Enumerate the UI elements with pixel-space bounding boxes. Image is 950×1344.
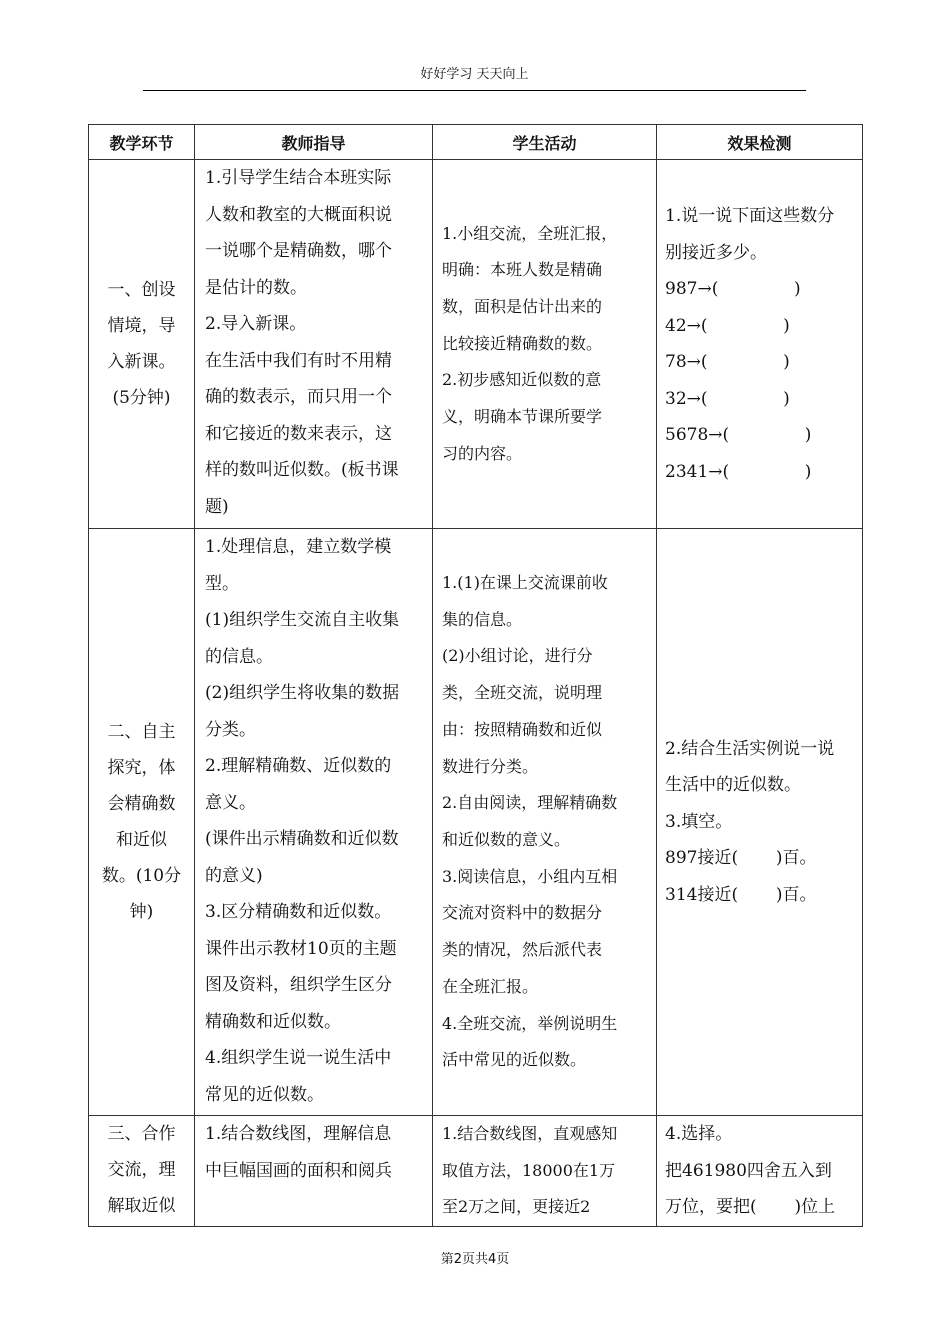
- cell-text-line: 和它接近的数来表示，这: [205, 423, 392, 444]
- cell-text-line: 交流对资料中的数据分: [442, 903, 603, 923]
- cell-text-line: 确的数表示，而只用一个: [205, 387, 392, 407]
- cell-text-line: 解取近似: [107, 1196, 176, 1216]
- cell-text-line: 交流，理: [107, 1160, 176, 1180]
- cell-text-line: 人数和教室的大概面积说: [205, 204, 392, 225]
- cell-text-line: 分类。: [205, 719, 256, 740]
- cell-text-line: 2.自由阅读，理解精确数: [442, 793, 618, 813]
- cell-text-line: 314接近( )百。: [665, 884, 817, 905]
- cell-text-line: 的信息。: [205, 646, 273, 667]
- student-cell: [433, 160, 657, 529]
- cell-text-line: 生活中的近似数。: [665, 775, 801, 796]
- page-footer: 第2页共4页: [440, 1252, 510, 1267]
- cell-text-line: (2)小组讨论，进行分: [442, 646, 593, 666]
- cell-text-line: 1.结合数线图，理解信息: [205, 1124, 392, 1144]
- col-header-effect: 效果检测: [657, 125, 863, 160]
- stage-cell: [89, 529, 195, 1116]
- cell-text-line: 数。(10分: [101, 866, 182, 886]
- cell-text-line: 入新课。: [107, 352, 176, 372]
- cell-text-line: 图及资料，组织学生区分: [205, 975, 392, 995]
- cell-text-line: 1.小组交流，全班汇报，: [442, 223, 618, 243]
- col-header-student: 学生活动: [433, 125, 657, 160]
- cell-text-line: 会精确数: [107, 794, 176, 814]
- cell-text-line: 是估计的数。: [205, 277, 307, 298]
- effect-cell: [657, 529, 863, 1116]
- cell-text-line: 2.导入新课。: [205, 314, 307, 334]
- cell-text-line: 习的内容。: [442, 443, 523, 463]
- cell-text-line: 3.阅读信息，小组内互相: [442, 866, 618, 886]
- cell-text-line: (2)组织学生将收集的数据: [205, 683, 400, 703]
- cell-text-line: 在全班汇报。: [442, 976, 539, 996]
- cell-text-line: (1)组织学生交流自主收集: [205, 610, 400, 630]
- cell-text-line: 比较接近精确数的数。: [442, 333, 603, 353]
- cell-text-line: 至2万之间，更接近2: [442, 1197, 591, 1217]
- cell-text-line: 1.引导学生结合本班实际: [205, 168, 392, 188]
- cell-text-line: 3.区分精确数和近似数。: [205, 902, 392, 922]
- teacher-cell: [195, 529, 433, 1116]
- cell-text-line: 2.结合生活实例说一说: [665, 738, 835, 759]
- cell-text-line: 集的信息。: [442, 609, 523, 629]
- col-header-stage: 教学环节: [89, 125, 195, 160]
- cell-text-line: (课件出示精确数和近似数: [205, 829, 399, 849]
- cell-text-line: 意义。: [205, 792, 256, 813]
- teacher-cell: [195, 160, 433, 529]
- cell-text-line: 2.理解精确数、近似数的: [205, 756, 392, 776]
- cell-text-line: 5678→( ): [665, 425, 812, 445]
- cell-text-line: 的意义): [205, 865, 263, 886]
- cell-text-line: 明确：本班人数是精确: [442, 260, 603, 280]
- table-header-row: [89, 125, 863, 160]
- cell-text-line: 二、自主: [107, 722, 176, 742]
- cell-text-line: 样的数叫近似数。(板书课: [205, 460, 399, 480]
- cell-text-line: 897接近( )百。: [665, 848, 817, 869]
- cell-text-line: 由：按照精确数和近似: [442, 719, 603, 739]
- cell-text-line: 万位，要把( )位上: [665, 1197, 836, 1217]
- cell-text-line: 钟): [129, 902, 154, 922]
- cell-text-line: 在生活中我们有时不用精: [205, 350, 392, 371]
- cell-text-line: 一说哪个是精确数，哪个: [205, 241, 392, 261]
- table-row: [89, 529, 863, 1116]
- cell-text-line: 三、合作: [107, 1124, 176, 1144]
- cell-text-line: 别接近多少。: [665, 242, 767, 263]
- cell-text-line: 情境，导: [107, 316, 176, 336]
- cell-text-line: 数，面积是估计出来的: [442, 296, 603, 316]
- cell-text-line: 1.说一说下面这些数分: [665, 206, 835, 226]
- cell-text-line: 精确数和近似数。: [205, 1011, 341, 1032]
- lesson-plan-table: [88, 124, 863, 1227]
- cell-text-line: 4.全班交流，举例说明生: [442, 1013, 618, 1033]
- cell-text-line: 987→( ): [665, 279, 801, 299]
- cell-text-line: 数进行分类。: [442, 756, 539, 776]
- cell-text-line: 中巨幅国画的面积和阅兵: [205, 1160, 392, 1181]
- student-cell: [433, 1116, 657, 1227]
- cell-text-line: 类的情况，然后派代表: [442, 940, 603, 960]
- cell-text-line: 2341→( ): [665, 461, 812, 482]
- cell-text-line: 2.初步感知近似数的意: [442, 370, 602, 390]
- cell-text-line: 课件出示教材10页的主题: [205, 938, 397, 959]
- cell-text-line: 3.填空。: [665, 811, 733, 832]
- cell-text-line: 1.处理信息，建立数学模: [205, 537, 392, 557]
- cell-text-line: 和近似: [116, 830, 167, 850]
- cell-text-line: 类，全班交流，说明理: [442, 683, 603, 703]
- cell-text-line: 32→( ): [665, 388, 790, 409]
- stage-cell: [89, 160, 195, 529]
- col-header-teacher: 教师指导: [195, 125, 433, 160]
- cell-text-line: 取值方法，18000在1万: [442, 1160, 616, 1180]
- cell-text-line: 一、创设: [107, 280, 176, 300]
- cell-text-line: 义，明确本节课所要学: [442, 407, 603, 427]
- cell-text-line: 和近似数的意义。: [442, 830, 571, 849]
- cell-text-line: 探究，体: [107, 758, 176, 778]
- cell-text-line: 常见的近似数。: [205, 1084, 324, 1105]
- table-row: [89, 160, 863, 529]
- stage-cell: [89, 1116, 195, 1227]
- cell-text-line: 1.(1)在课上交流课前收: [442, 573, 608, 593]
- page-header: 好好学习 天天向上: [143, 64, 806, 91]
- teacher-cell: [195, 1116, 433, 1227]
- cell-text-line: 4.组织学生说一说生活中: [205, 1048, 392, 1068]
- cell-text-line: 把461980四舍五入到: [665, 1160, 832, 1181]
- effect-cell: [657, 160, 863, 529]
- cell-text-line: 42→( ): [665, 315, 790, 336]
- cell-text-line: 活中常见的近似数。: [442, 1050, 587, 1070]
- student-cell: [433, 529, 657, 1116]
- cell-text-line: 型。: [205, 573, 239, 594]
- cell-text-line: 78→( ): [665, 352, 790, 372]
- cell-text-line: (5分钟): [112, 388, 171, 408]
- table-row: [89, 1116, 863, 1227]
- effect-cell: [657, 1116, 863, 1227]
- cell-text-line: 4.选择。: [665, 1124, 733, 1144]
- cell-text-line: 1.结合数线图，直观感知: [442, 1124, 618, 1143]
- cell-text-line: 题): [205, 496, 229, 517]
